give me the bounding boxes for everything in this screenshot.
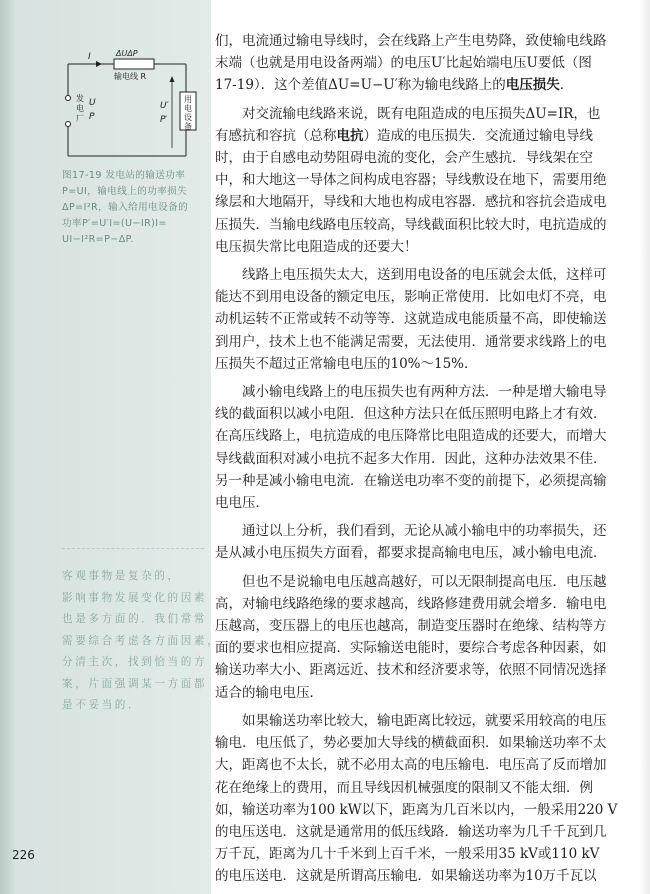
text-line [215, 331, 640, 353]
text-line: 中，和大地这一导体之间构成电容器；导线敷设在地下，需要用绝 [215, 172, 607, 189]
text-line [215, 520, 640, 542]
text-run: 17-19）．这个差值ΔU=U−U′称为输电线路上的 [215, 77, 506, 94]
main-text [215, 30, 640, 894]
resistor [114, 59, 154, 69]
caption-line: P=UI，输电线上的功率损失 [62, 186, 188, 197]
figure-caption [62, 168, 202, 248]
page-edge-shadow [640, 0, 650, 894]
text-run: 输电．电压低了，势必要加大导线的横截面积．如果输送功率不太 [215, 735, 607, 752]
source-terminal-top [66, 96, 71, 101]
text-run: 线的截面积以减小电阻．但这种方法只在低压照明电路上才有效． [215, 406, 607, 423]
text-run: 面的要求也相应提高．实际输送电能时，要综合考虑各种因素，如 [215, 640, 607, 657]
text-line [215, 308, 640, 330]
circuit-figure [56, 48, 206, 168]
note-line: 也是多方面的．我们常常 [62, 613, 208, 625]
text-line [215, 754, 640, 776]
text-line [215, 286, 640, 308]
text-line [215, 470, 640, 492]
fig-source-char-2: 电 [76, 104, 84, 113]
text-run: 压损失不超过正常输电电压的10%～15%． [215, 355, 478, 372]
fig-load-p: P′ [160, 115, 168, 125]
fig-load-char-3: 设 [184, 113, 192, 122]
key-term: 电压损失 [505, 77, 560, 94]
text-line [215, 843, 640, 865]
text-line [215, 403, 640, 425]
paragraph [215, 381, 640, 514]
text-run: 线路上电压损失太大，送到用电设备的电压就会太低，这样可 [242, 267, 607, 284]
text-run: 花在绝缘上的费用，而且导线因机械强度的限制又不能太细．例 [215, 779, 593, 796]
text-line [215, 615, 640, 637]
text-run: 有感抗和容抗（总称 [215, 127, 337, 144]
text-line [215, 710, 640, 732]
caption-line: 功率P′=U′I=(U−IR)I= [62, 218, 167, 229]
text-line: 电压损失常比电阻造成的还要大！ [215, 238, 418, 255]
key-term: 电抗 [336, 127, 364, 144]
text-run: 的电压送电．这就是通常用的低压线路．输送功率为几千千瓦到几 [215, 823, 607, 840]
source-terminal-bottom [66, 122, 71, 127]
text-line [215, 425, 640, 447]
text-run: 的电压送电．这就是所谓高压输电．如果输送功率为10万千瓦以 [215, 868, 597, 885]
text-run: 们，电流通过输电导线时，会在线路上产生电势降，致使输电线路 [215, 33, 607, 49]
text-line: 时，由于自感电动势阻碍电流的变化，会产生感抗．导线架在空 [215, 150, 593, 167]
text-run: 能达不到用电设备的额定电压，影响正常使用．比如电灯不亮，电 [215, 289, 607, 306]
text-run: 在高压线路上，电抗造成的电压降常比电阻造成的还要大，而增大 [215, 428, 607, 445]
text-line [215, 732, 640, 754]
current-arrow-icon [96, 61, 102, 67]
fig-load-char-1: 用 [184, 95, 192, 104]
text-run: 如，输送功率为100 kW以下，距离为几百米以内，一般采用220 V [215, 801, 618, 818]
text-line: 压损失．当输电线路电压较高，导线截面积比较大时，电抗造成的 [215, 216, 607, 233]
note-line: 分清主次，找到恰当的方 [62, 656, 208, 668]
text-line [215, 593, 640, 615]
margin-edge [0, 0, 14, 894]
text-line [215, 30, 640, 52]
text-line [215, 799, 640, 821]
text-line [215, 448, 640, 470]
text-line [215, 821, 640, 843]
text-line [215, 777, 640, 799]
fig-load-char-4: 备 [184, 122, 192, 131]
fig-load-char-2: 电 [184, 104, 192, 113]
text-line [215, 682, 640, 704]
text-line [215, 264, 640, 286]
text-line [215, 571, 640, 593]
fig-source-char-1: 发 [76, 94, 84, 103]
text-run: 到用户，技术上也不能满足需要，无法使用．通常要求线路上的电 [215, 333, 607, 350]
text-line [215, 865, 640, 887]
note-line: 影响事物发展变化的因素 [62, 591, 208, 604]
text-run: 但也不是说输电电压越高越好，可以无限制提高电压．电压越 [242, 573, 607, 590]
paragraph [215, 30, 640, 97]
note-line: 客观事物是复杂的， [62, 570, 181, 582]
text-run: 末端（也就是用电设备两端）的电压U′比起始端电压U要低（图 [215, 55, 592, 72]
text-line [215, 381, 640, 403]
fig-line-label: 输电线 R [114, 72, 147, 81]
paragraph [215, 520, 640, 564]
text-run: 是从减小电压损失方面看，都要求提高输电电压，减小输电电流． [215, 545, 607, 562]
text-line [215, 52, 640, 74]
circuit-diagram [56, 48, 206, 168]
text-run: 电电压． [215, 495, 269, 512]
note-divider [62, 548, 204, 549]
text-run: 对交流输电线路来说，既有电阻造成的电压损失ΔU=IR，也 [242, 105, 601, 122]
page-number: 226 [12, 848, 35, 862]
fig-source-u: U [89, 98, 96, 108]
note-line: 需要综合考虑各方面因素， [62, 634, 221, 647]
margin-note [62, 566, 221, 717]
text-run: ． [559, 77, 574, 94]
text-run: 导线截面积对减小电抗不起多大作用．因此，这种办法效果不佳． [215, 450, 607, 467]
caption-line: UI−I²R=P−ΔP. [62, 234, 134, 245]
paragraph [215, 571, 640, 704]
fig-loss-label: ΔUΔP [116, 49, 138, 58]
text-run: 通过以上分析，我们看到，无论从减小输电中的功率损失，还 [242, 523, 607, 540]
text-line [215, 542, 640, 564]
text-run: 压越高，变压器上的电压也越高，制造变压器时在绝缘、结构等方 [215, 618, 607, 635]
fig-source-p: P [89, 112, 95, 122]
caption-line: 图17-19 发电站的输送功率 [62, 170, 186, 181]
text-run: 大，距离也不太长，就不必用太高的电压输电．电压高了反而增加 [215, 757, 607, 774]
text-run: ）造成的电压损失．交流通过输电导线 [363, 127, 593, 144]
text-line [215, 74, 640, 96]
text-run: 减小输电线路上的电压损失也有两种方法．一种是增大输电导 [242, 384, 607, 401]
caption-line: ΔP=I²R，输入给用电设备的 [62, 202, 189, 213]
text-line [215, 659, 640, 681]
text-run: 适合的输电电压． [215, 684, 323, 701]
text-run: 如果输送功率比较大，输电距离比较远，就要采用较高的电压 [242, 712, 607, 729]
text-line: 缘层和大地隔开，导线和大地也构成电容器．感抗和容抗会造成电 [215, 194, 607, 211]
text-run: 另一种是减小输电电流．在输送电功率不变的前提下，必须提高输 [215, 472, 607, 489]
paragraph [215, 103, 640, 258]
text-line [215, 492, 640, 514]
text-line [215, 637, 640, 659]
text-run: 动机运转不正常或转不动等等．这就造成电能质量不高，即使输送 [215, 311, 607, 328]
note-line: 是不妥当的． [62, 699, 142, 711]
text-line [215, 353, 640, 375]
note-line: 案，片面强调某一方面都 [62, 677, 208, 690]
text-line [215, 103, 640, 125]
text-run: 输送功率大小、距离远近、技术和经济要求等，依照不同情况选择 [215, 662, 607, 679]
fig-current-label: I [88, 52, 91, 62]
paragraph [215, 264, 640, 375]
paragraph [215, 710, 640, 888]
text-line [215, 125, 640, 147]
voltage-arrow-icon [170, 76, 175, 82]
fig-load-u: U′ [160, 101, 169, 111]
text-run: 高，对输电线路绝缘的要求越高，线路修建费用就会增多．输电电 [215, 595, 607, 612]
text-run: 万千瓦，距离为几十千米到上百千米，一般采用35 kV或110 kV [215, 846, 600, 863]
fig-source-char-3: 厂 [76, 114, 84, 123]
